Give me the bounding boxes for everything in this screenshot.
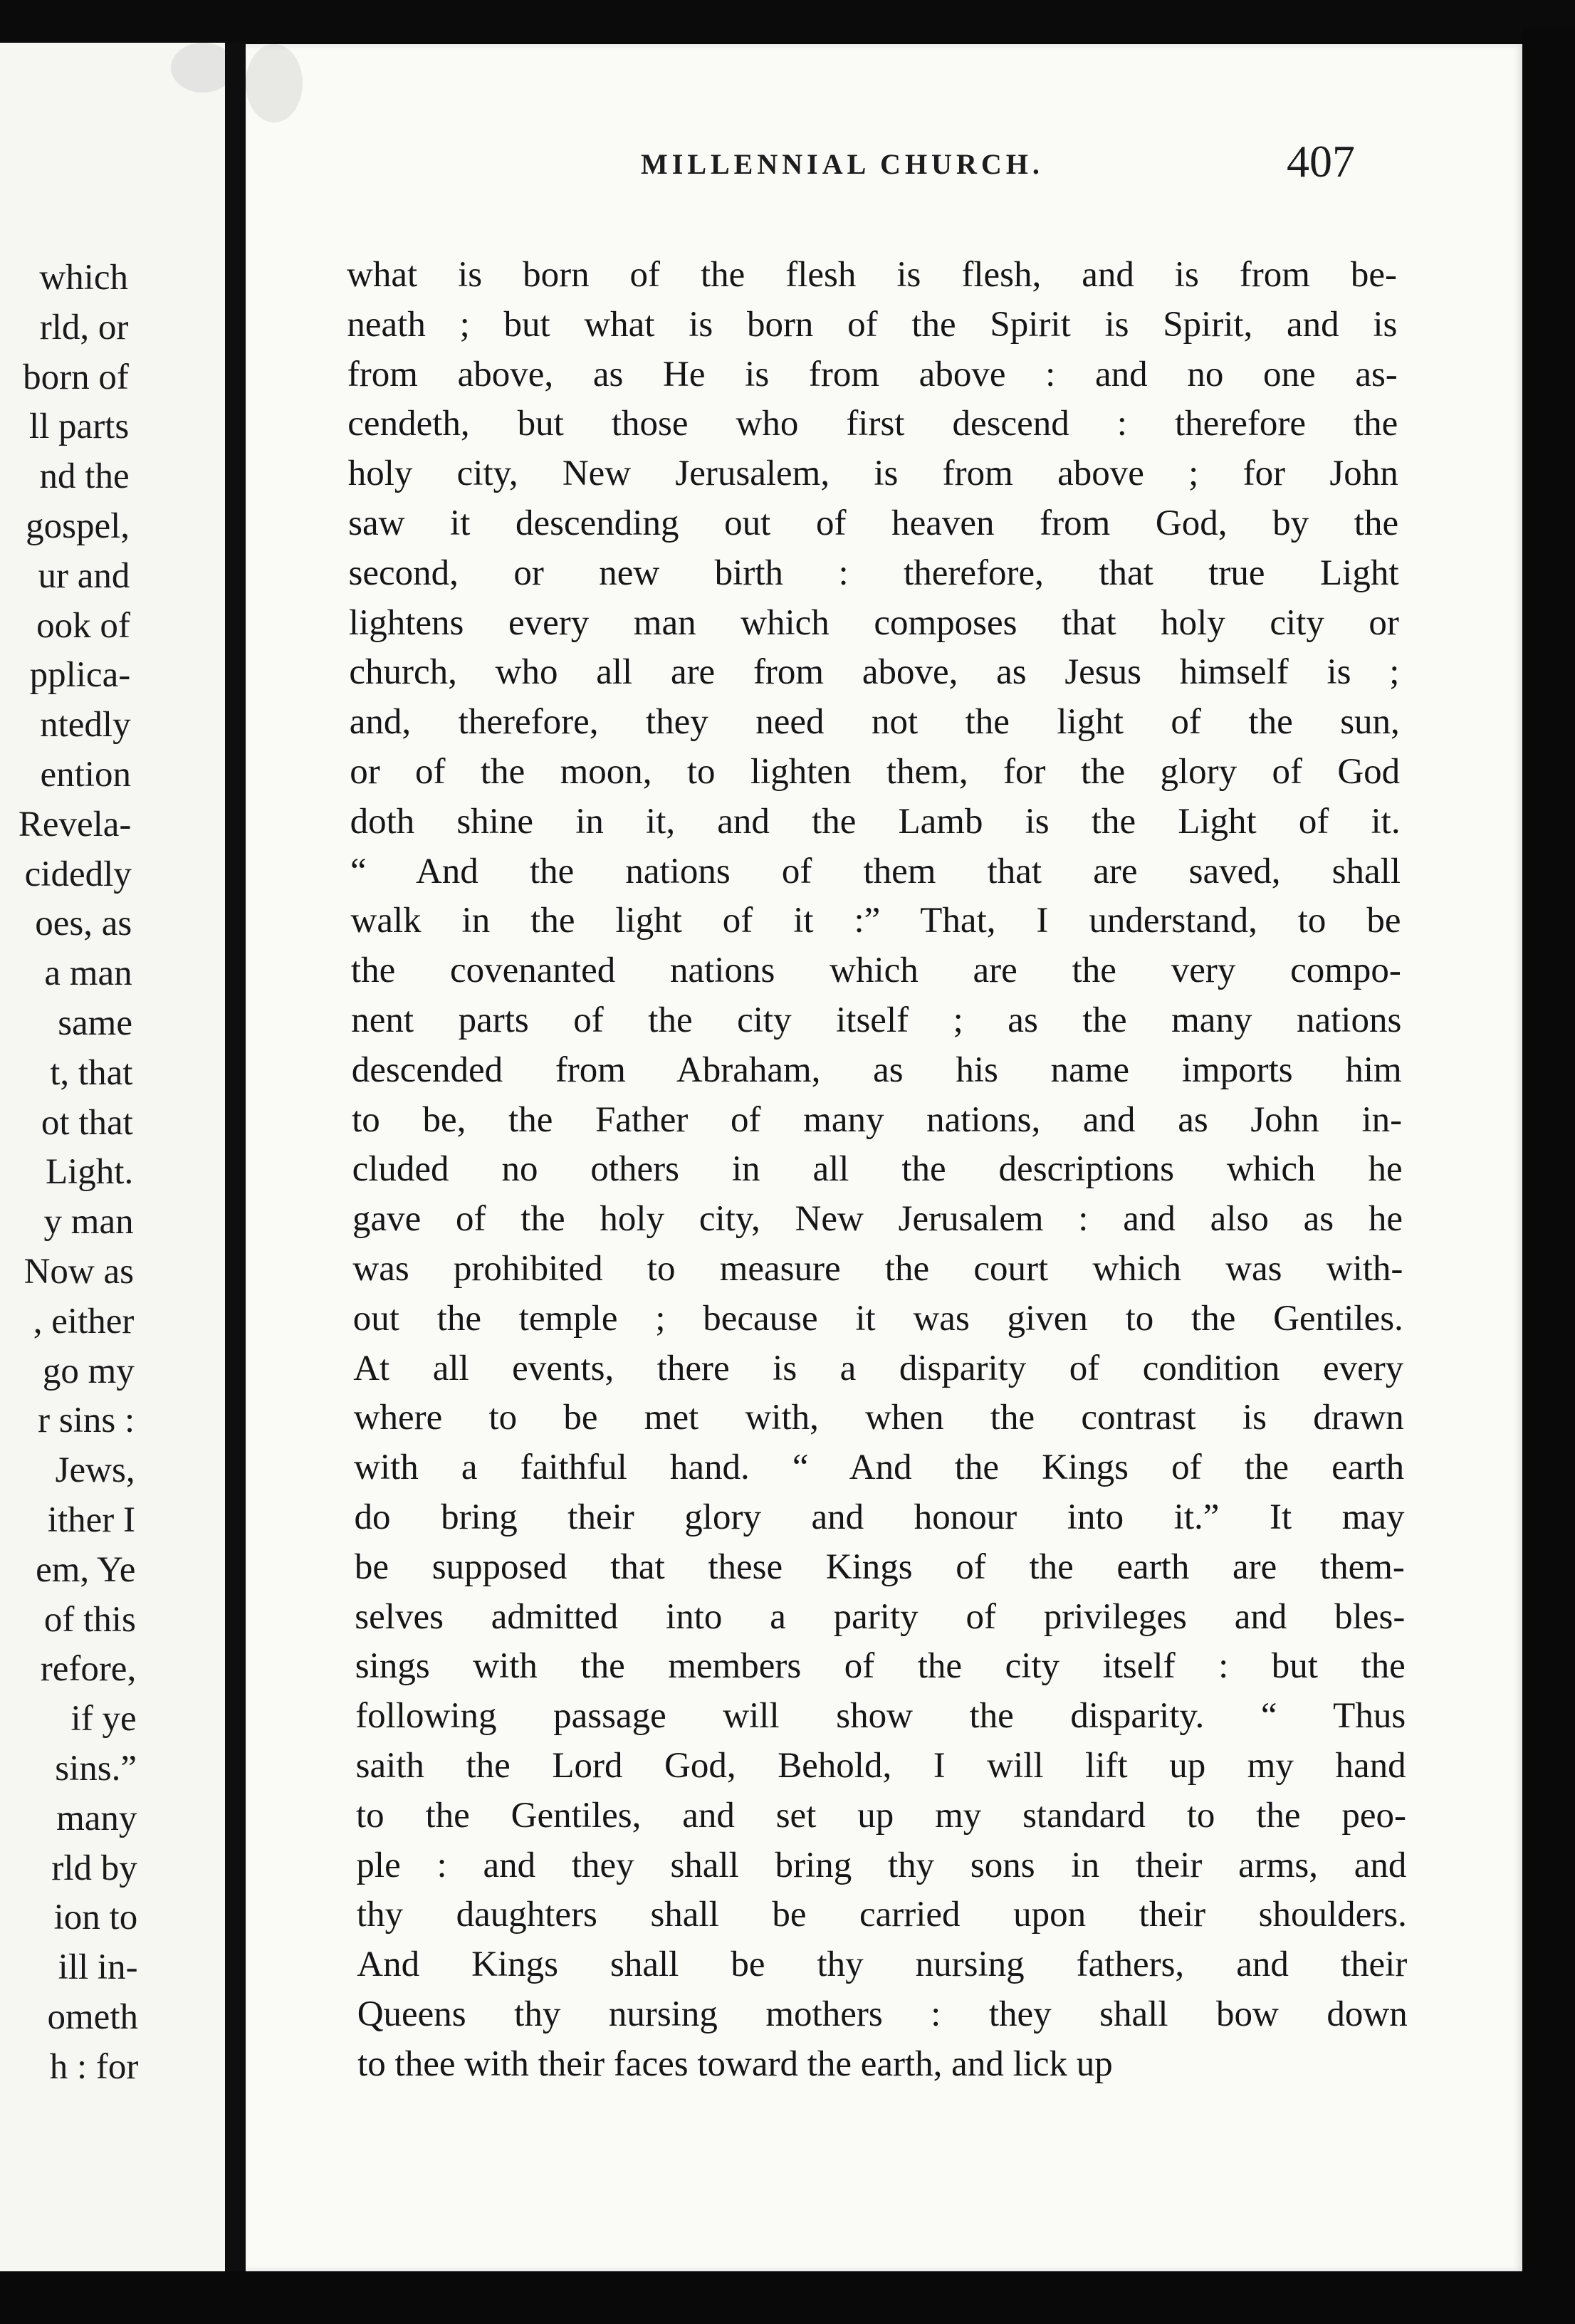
previous-page-line: refore, bbox=[40, 1649, 137, 1690]
text-line: what is born of the flesh is flesh, and is from be- bbox=[347, 255, 1397, 295]
text-line: lightens every man which composes that holy city or bbox=[348, 602, 1399, 643]
running-head: MILLENNIAL CHURCH. bbox=[641, 148, 1044, 180]
previous-page-line: sins.” bbox=[55, 1748, 137, 1789]
previous-page-line: if ye bbox=[70, 1699, 137, 1739]
text-line: At all events, there is a disparity of condition every bbox=[353, 1348, 1404, 1388]
text-line: gave of the holy city, New Jerusalem : and also as he bbox=[352, 1199, 1403, 1240]
text-line: sings with the members of the city itself : but the bbox=[355, 1646, 1406, 1687]
previous-page-line: ntedly bbox=[40, 705, 131, 745]
previous-page-line: of this bbox=[43, 1599, 136, 1640]
page-body-text bbox=[347, 251, 1408, 2089]
text-line: to be, the Father of many nations, and as John in- bbox=[352, 1099, 1403, 1140]
previous-page-line: Now as bbox=[23, 1251, 134, 1292]
previous-page-line: ook of bbox=[36, 605, 130, 646]
text-line: cendeth, but those who first descend : therefore the bbox=[347, 404, 1398, 444]
previous-page-line: born of bbox=[23, 357, 129, 397]
text-line: thy daughters shall be carried upon their shoulders. bbox=[356, 1895, 1407, 1935]
previous-page-line: pplica- bbox=[29, 655, 131, 696]
previous-page-line: Jews, bbox=[55, 1450, 135, 1491]
text-line: following passage will show the disparity. “ Thus bbox=[355, 1696, 1406, 1737]
text-line: nent parts of the city itself ; as the many nations bbox=[351, 1000, 1402, 1040]
text-line: And Kings shall be thy nursing fathers, and their bbox=[357, 1944, 1408, 1985]
text-line: holy city, New Jerusalem, is from above ; for John bbox=[347, 454, 1398, 494]
text-line: and, therefore, they need not the light of the sun, bbox=[349, 702, 1400, 743]
previous-page-line: oes, as bbox=[35, 904, 132, 944]
scan-border-bottom bbox=[0, 2271, 1575, 2324]
text-line: do bring their glory and honour into it.” It may bbox=[354, 1497, 1405, 1537]
previous-page-line: ll parts bbox=[28, 407, 130, 447]
text-line: with a faithful hand. “ And the Kings of the earth bbox=[354, 1448, 1405, 1488]
text-line: “ And the nations of them that are saved, shall bbox=[350, 851, 1401, 891]
text-line: saw it descending out of heaven from God, by the bbox=[348, 503, 1399, 543]
current-page bbox=[246, 44, 1524, 2271]
text-line: church, who all are from above, as Jesus himself is ; bbox=[349, 652, 1400, 693]
text-line: to the Gentiles, and set up my standard to the peo- bbox=[356, 1795, 1406, 1836]
previous-page-line: gospel, bbox=[26, 506, 130, 546]
previous-page-line: ention bbox=[40, 754, 131, 795]
previous-page-line: cidedly bbox=[24, 854, 132, 894]
text-line: to thee with their faces toward the earth, and lick up bbox=[357, 2043, 1113, 2084]
page-number: 407 bbox=[1287, 136, 1355, 187]
previous-page-line: y man bbox=[43, 1202, 134, 1242]
text-line: was prohibited to measure the court which was with- bbox=[352, 1248, 1403, 1289]
previous-page-line: go my bbox=[42, 1351, 135, 1391]
previous-page-line: ur and bbox=[38, 555, 130, 596]
previous-page-line: h : for bbox=[49, 2046, 139, 2087]
text-line: the covenanted nations which are the very compo- bbox=[350, 951, 1401, 991]
text-line: out the temple ; because it was given to the Gentiles. bbox=[352, 1298, 1403, 1339]
previous-page-line: , either bbox=[33, 1301, 135, 1341]
previous-page-line: which bbox=[39, 258, 128, 298]
text-line: where to be met with, when the contrast is drawn bbox=[353, 1398, 1404, 1438]
previous-page-line: ither I bbox=[47, 1499, 135, 1540]
text-line: descended from Abraham, as his name imports him bbox=[351, 1050, 1402, 1090]
previous-page-line: r sins : bbox=[38, 1401, 135, 1441]
previous-page-line: t, that bbox=[50, 1052, 133, 1093]
text-line: Queens thy nursing mothers : they shall bow down bbox=[357, 1994, 1408, 2034]
text-line: walk in the light of it :” That, I understand, to be bbox=[350, 901, 1401, 941]
previous-page-line: ometh bbox=[47, 1996, 138, 2037]
previous-page-line: ion to bbox=[53, 1898, 138, 1938]
scan-border-right bbox=[1522, 28, 1575, 2324]
previous-page-line: Revela- bbox=[18, 804, 132, 844]
text-line: neath ; but what is born of the Spirit is Spirit, and is bbox=[347, 304, 1398, 345]
text-line: second, or new birth : therefore, that true Light bbox=[348, 553, 1399, 593]
text-line: saith the Lord God, Behold, I will lift up my hand bbox=[355, 1745, 1406, 1786]
text-line: be supposed that these Kings of the earth are them- bbox=[354, 1546, 1405, 1587]
text-line: selves admitted into a parity of privileges and bles- bbox=[355, 1596, 1406, 1637]
previous-page-line: many bbox=[56, 1798, 137, 1838]
previous-page-text bbox=[0, 253, 139, 2092]
text-line: cluded no others in all the descriptions which he bbox=[352, 1149, 1403, 1190]
text-line: or of the moon, to lighten them, for the glory of God bbox=[350, 751, 1401, 792]
previous-page-line: rld by bbox=[51, 1848, 137, 1888]
previous-page-line: Light. bbox=[45, 1152, 134, 1193]
text-line: doth shine in it, and the Lamb is the Light of it. bbox=[350, 801, 1401, 842]
previous-page-line: em, Ye bbox=[36, 1549, 136, 1590]
previous-page-line: rld, or bbox=[39, 307, 129, 347]
previous-page-line: nd the bbox=[39, 456, 130, 497]
previous-page-line: ill in- bbox=[58, 1947, 138, 1988]
text-line: from above, as He is from above : and no one as- bbox=[347, 354, 1398, 394]
text-line: ple : and they shall bring thy sons in their arms, and bbox=[356, 1845, 1407, 1885]
previous-page bbox=[0, 43, 235, 2271]
page-gutter bbox=[225, 43, 246, 2286]
page-stain bbox=[246, 44, 303, 122]
previous-page-line: a man bbox=[44, 953, 132, 994]
previous-page-line: ot that bbox=[41, 1102, 133, 1143]
previous-page-line: same bbox=[58, 1003, 132, 1043]
